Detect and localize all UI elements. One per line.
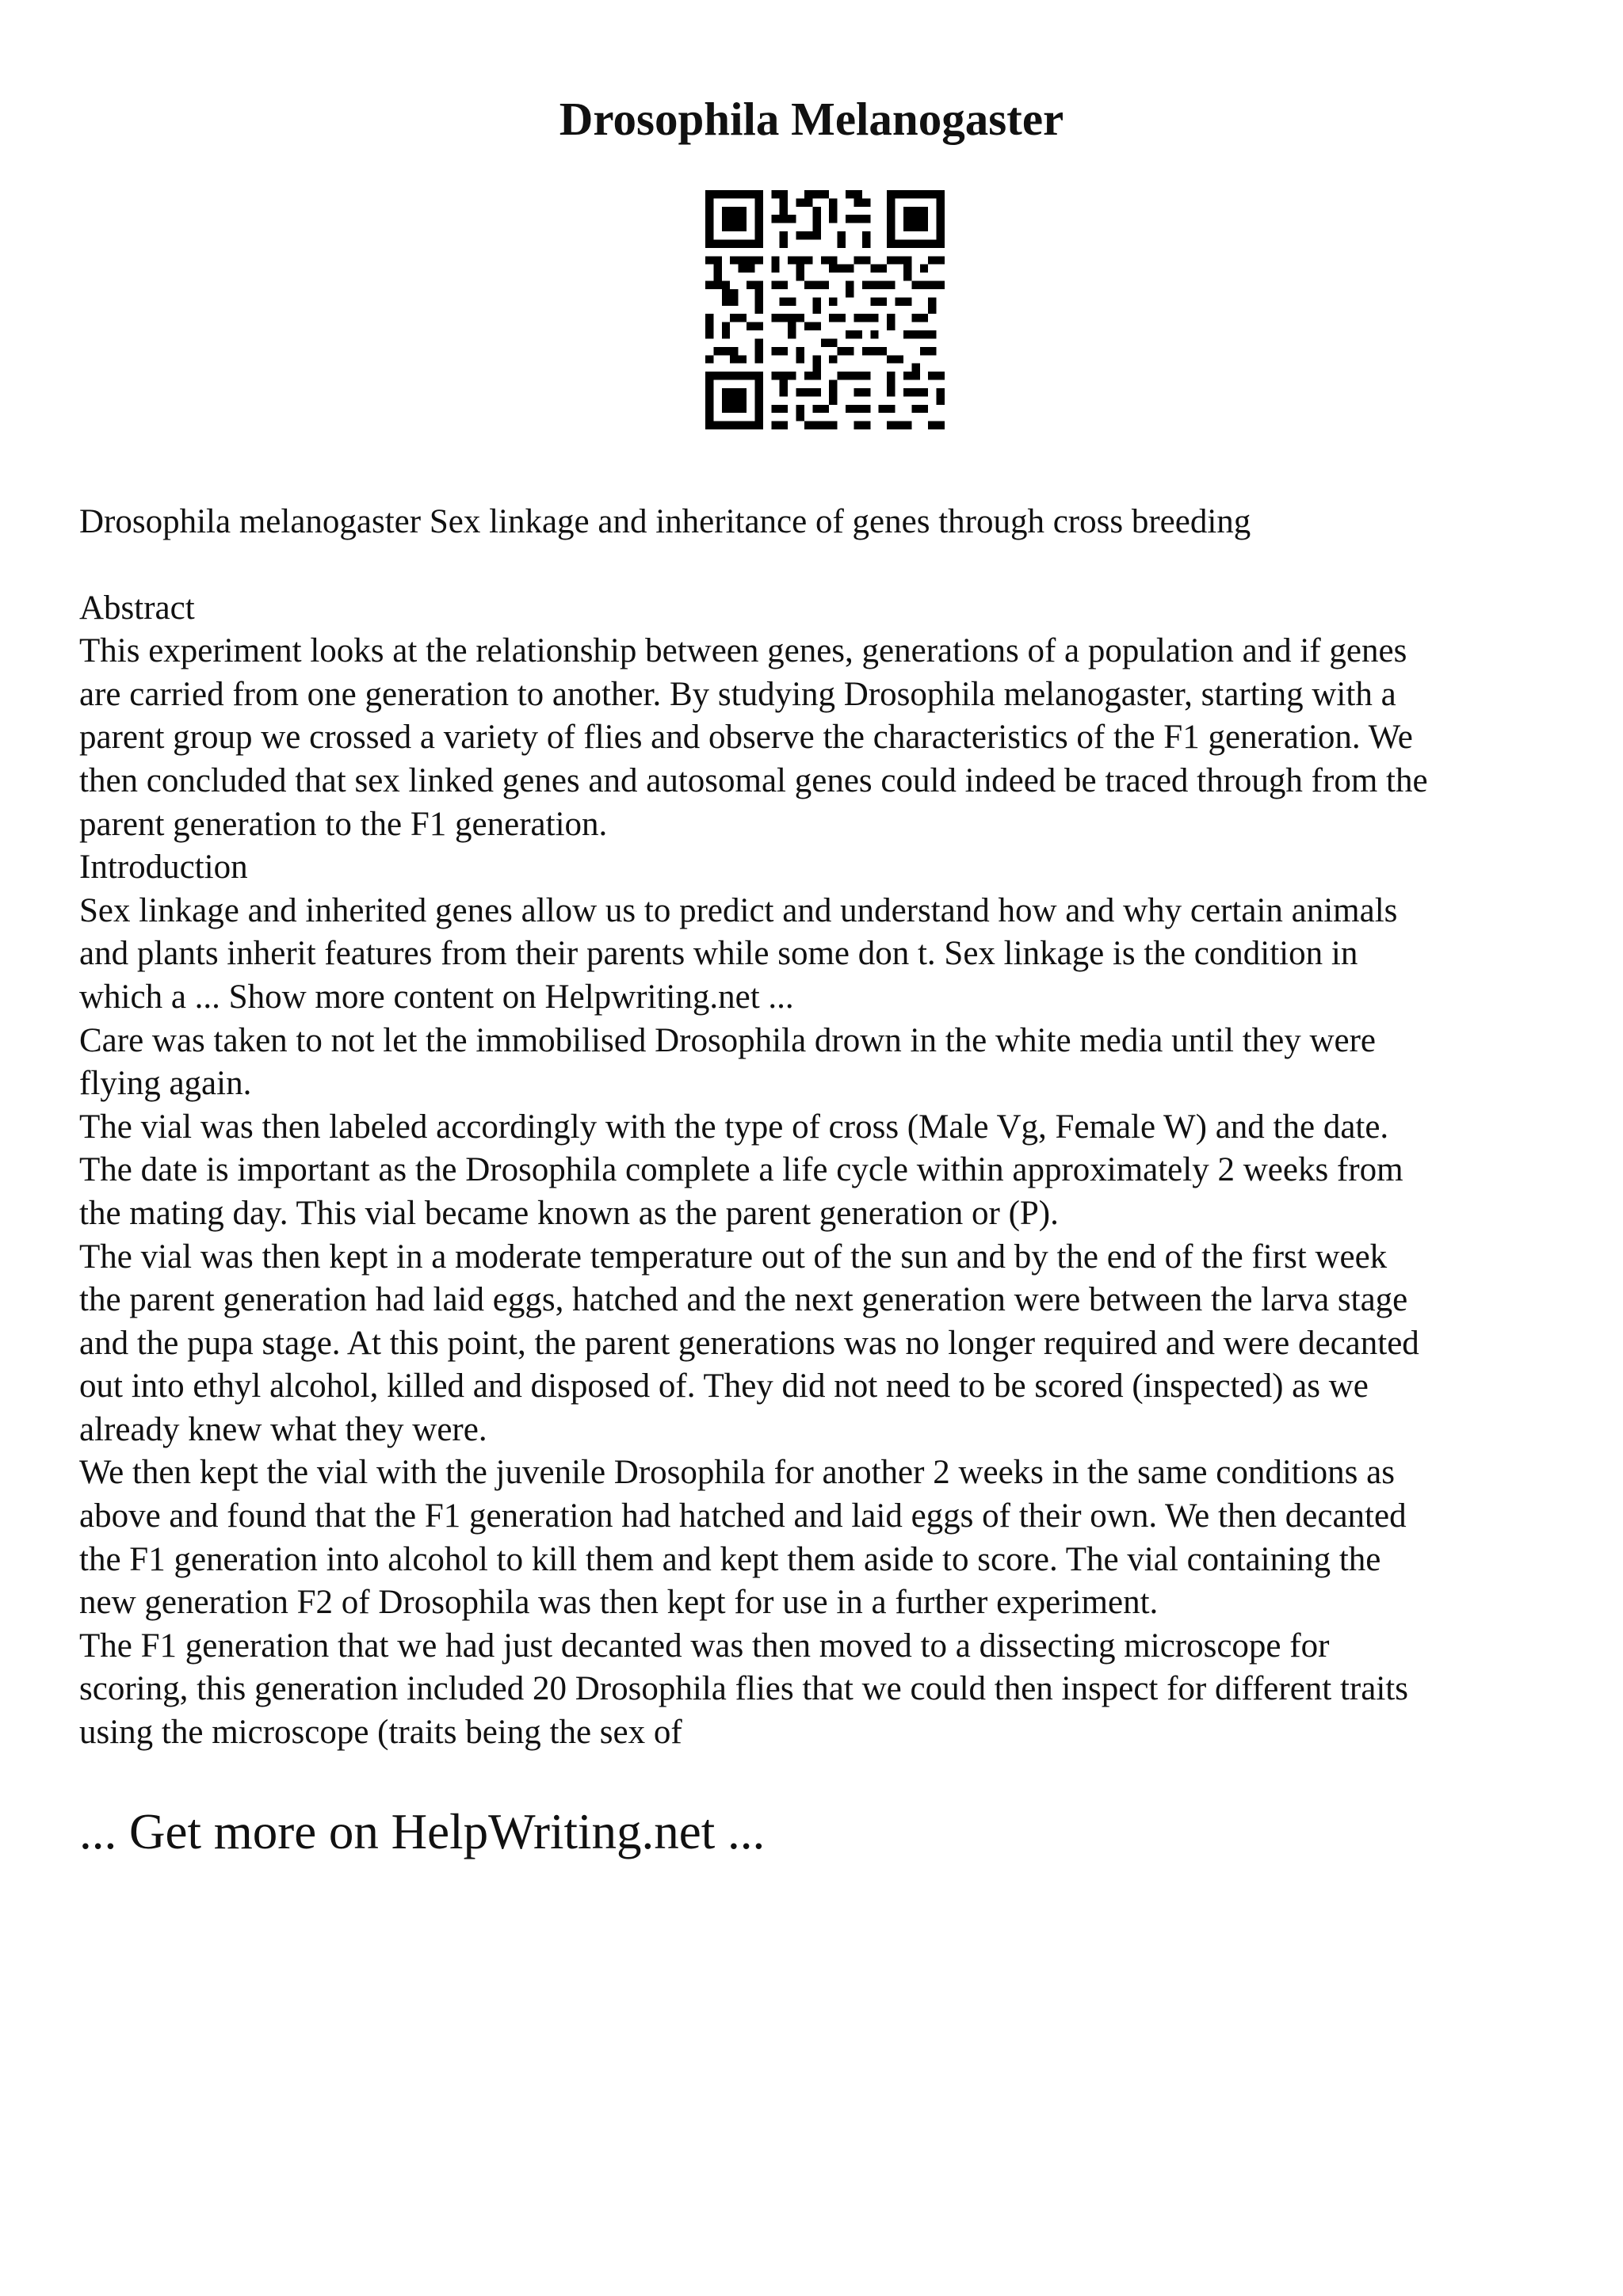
introduction-heading: Introduction	[79, 849, 248, 887]
qr-code-icon	[705, 190, 945, 429]
body-line: the parent generation had laid eggs, hatched and the next generation were between the larva stage	[79, 1281, 1408, 1319]
page-title: Drosophila Melanogaster	[559, 93, 1064, 145]
body-line: Sex linkage and inherited genes allow us to predict and understand how and why certain animals	[79, 891, 1398, 929]
body-line: flying again.	[79, 1065, 252, 1103]
document-body	[79, 501, 1553, 1755]
body-line: above and found that the F1 generation had hatched and laid eggs of their own. We then decanted	[79, 1497, 1407, 1535]
get-more-link[interactable]: ... Get more on HelpWriting.net ...	[79, 1804, 766, 1859]
body-line: The vial was then labeled accordingly with the type of cross (Male Vg, Female W) and the date.	[79, 1108, 1389, 1146]
body-line: the mating day. This vial became known as the parent generation or (P).	[79, 1194, 1059, 1232]
body-line: are carried from one generation to another. By studying Drosophila melanogaster, starting with a	[79, 675, 1396, 713]
body-line: parent group we crossed a variety of flies and observe the characteristics of the F1 generation. We	[79, 719, 1413, 757]
body-line: parent generation to the F1 generation.	[79, 805, 608, 843]
body-line: We then kept the vial with the juvenile Drosophila for another 2 weeks in the same conditions as	[79, 1454, 1395, 1492]
body-line: then concluded that sex linked genes and autosomal genes could indeed be traced through from the	[79, 761, 1428, 799]
body-line: and plants inherit features from their parents while some don t. Sex linkage is the condition in	[79, 935, 1358, 973]
body-line: This experiment looks at the relationship between genes, generations of a population and if genes	[79, 632, 1407, 670]
body-line: out into ethyl alcohol, killed and disposed of. They did not need to be scored (inspected) as we	[79, 1367, 1369, 1405]
body-line: Care was taken to not let the immobilised Drosophila drown in the white media until they were	[79, 1021, 1377, 1059]
body-line: The date is important as the Drosophila complete a life cycle within approximately 2 weeks from	[79, 1151, 1403, 1189]
body-line: the F1 generation into alcohol to kill them and kept them aside to score. The vial containing the	[79, 1540, 1381, 1578]
abstract-heading: Abstract	[79, 589, 195, 627]
body-line: using the microscope (traits being the sex of	[79, 1714, 682, 1752]
body-line: new generation F2 of Drosophila was then kept for use in a further experiment.	[79, 1584, 1159, 1622]
body-line: already knew what they were.	[79, 1410, 487, 1448]
body-line: The F1 generation that we had just decanted was then moved to a dissecting microscope for	[79, 1627, 1330, 1665]
body-line: and the pupa stage. At this point, the parent generations was no longer required and were decanted	[79, 1324, 1419, 1362]
document-subtitle: Drosophila melanogaster Sex linkage and inheritance of genes through cross breeding	[79, 503, 1251, 540]
paragraph-gap	[79, 544, 1553, 587]
body-line: The vial was then kept in a moderate temperature out of the sun and by the end of the first week	[79, 1238, 1388, 1276]
show-more-line: which a ... Show more content on Helpwriting.net ...	[79, 978, 794, 1016]
body-line: scoring, this generation included 20 Drosophila flies that we could then inspect for different traits	[79, 1670, 1408, 1708]
